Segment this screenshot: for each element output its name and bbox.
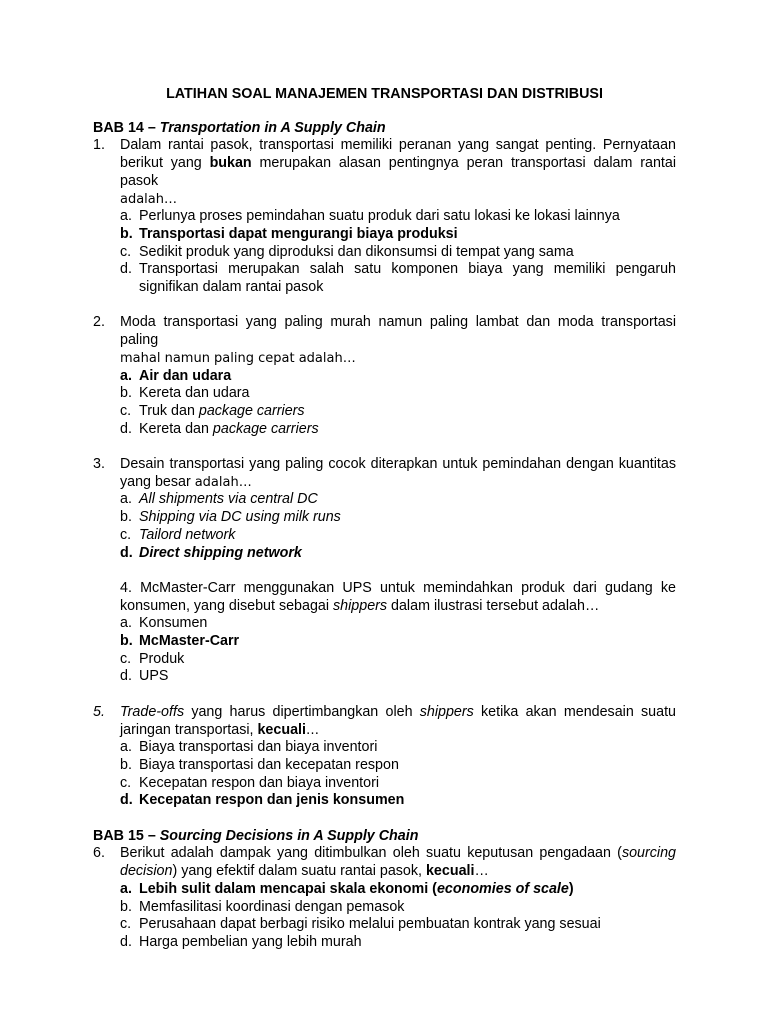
option-correct: b. Transportasi dapat mengurangi biaya produksi <box>120 225 458 242</box>
option: c. Kecepatan respon dan biaya inventori <box>120 774 380 791</box>
option: b. Shipping via DC using milk runs <box>120 509 341 526</box>
option: a. All shipments via central DC <box>120 491 318 508</box>
question-text: 4. McMaster-Carr menggunakan UPS untuk memindahkan produk dari gudang ke konsumen, yang disebut sebagai shippers dalam ilustrasi tersebut adalah… <box>120 579 676 614</box>
question-number: 5. <box>93 703 105 720</box>
chapter-heading-bab15: BAB 15 – Sourcing Decisions in A Supply Chain <box>93 827 419 844</box>
question-number: 3. <box>93 456 105 473</box>
option: d. UPS <box>120 668 169 685</box>
question-number: 1. <box>93 137 105 154</box>
question-5 <box>93 704 676 810</box>
option: c. Truk dan package carriers <box>120 402 305 419</box>
question-3 <box>93 456 676 562</box>
question-number: 2. <box>93 314 105 331</box>
question-text: Berikut adalah dampak yang ditimbulkan oleh suatu keputusan pengadaan (sourcing decision) yang efektif dalam suatu rantai pasok, kecuali… <box>120 845 676 880</box>
option: b. Memfasilitasi koordinasi dengan pemasok <box>120 898 405 915</box>
question-text: Trade-offs yang harus dipertimbangkan oleh shippers ketika akan mendesain suatu jaringan transportasi, kecuali… <box>120 703 676 738</box>
question-number: 6. <box>93 845 105 862</box>
option: d. Transportasi merupakan salah satu komponen biaya yang memiliki pengaruh signifikan dalam rantai pasok <box>120 261 676 296</box>
option: a. Perlunya proses pemindahan suatu produk dari satu lokasi ke lokasi lainnya <box>120 208 620 225</box>
question-1 <box>93 137 676 296</box>
question-4 <box>93 580 676 686</box>
question-text: Moda transportasi yang paling murah namun paling lambat dan moda transportasi paling mahal namun paling cepat adalah… <box>120 314 676 366</box>
question-text: Desain transportasi yang paling cocok diterapkan untuk pemindahan dengan kuantitas yang besar adalah… <box>120 456 676 490</box>
option: c. Sedikit produk yang diproduksi dan dikonsumsi di tempat yang sama <box>120 243 574 260</box>
option-correct: b. McMaster-Carr <box>120 633 240 650</box>
option: b. Kereta dan udara <box>120 385 250 402</box>
option: b. Biaya transportasi dan kecepatan respon <box>120 756 399 773</box>
document-page <box>93 86 676 952</box>
option-correct: d. Kecepatan respon dan jenis konsumen <box>120 792 405 809</box>
option: c. Produk <box>120 650 185 667</box>
option: a. Biaya transportasi dan biaya inventori <box>120 739 378 756</box>
option: d. Harga pembelian yang lebih murah <box>120 933 362 950</box>
option-correct: a. Lebih sulit dalam mencapai skala ekonomi (economies of scale) <box>120 880 574 897</box>
question-text: Dalam rantai pasok, transportasi memiliki peranan yang sangat penting. Pernyataan berikut yang bukan merupakan alasan pentingnya peran transportasi dalam rantai pasok adalah… <box>120 137 676 207</box>
question-2 <box>93 314 676 438</box>
option: d. Kereta dan package carriers <box>120 420 319 437</box>
option-correct: d. Direct shipping network <box>120 544 302 561</box>
option: c. Perusahaan dapat berbagi risiko melalui pembuatan kontrak yang sesuai <box>120 916 601 933</box>
question-6 <box>93 845 676 951</box>
option-correct: a. Air dan udara <box>120 367 232 384</box>
document-title: LATIHAN SOAL MANAJEMEN TRANSPORTASI DAN DISTRIBUSI <box>166 86 603 102</box>
option: c. Tailord network <box>120 526 236 543</box>
option: a. Konsumen <box>120 615 208 632</box>
chapter-heading-bab14: BAB 14 – Transportation in A Supply Chain <box>93 119 386 136</box>
